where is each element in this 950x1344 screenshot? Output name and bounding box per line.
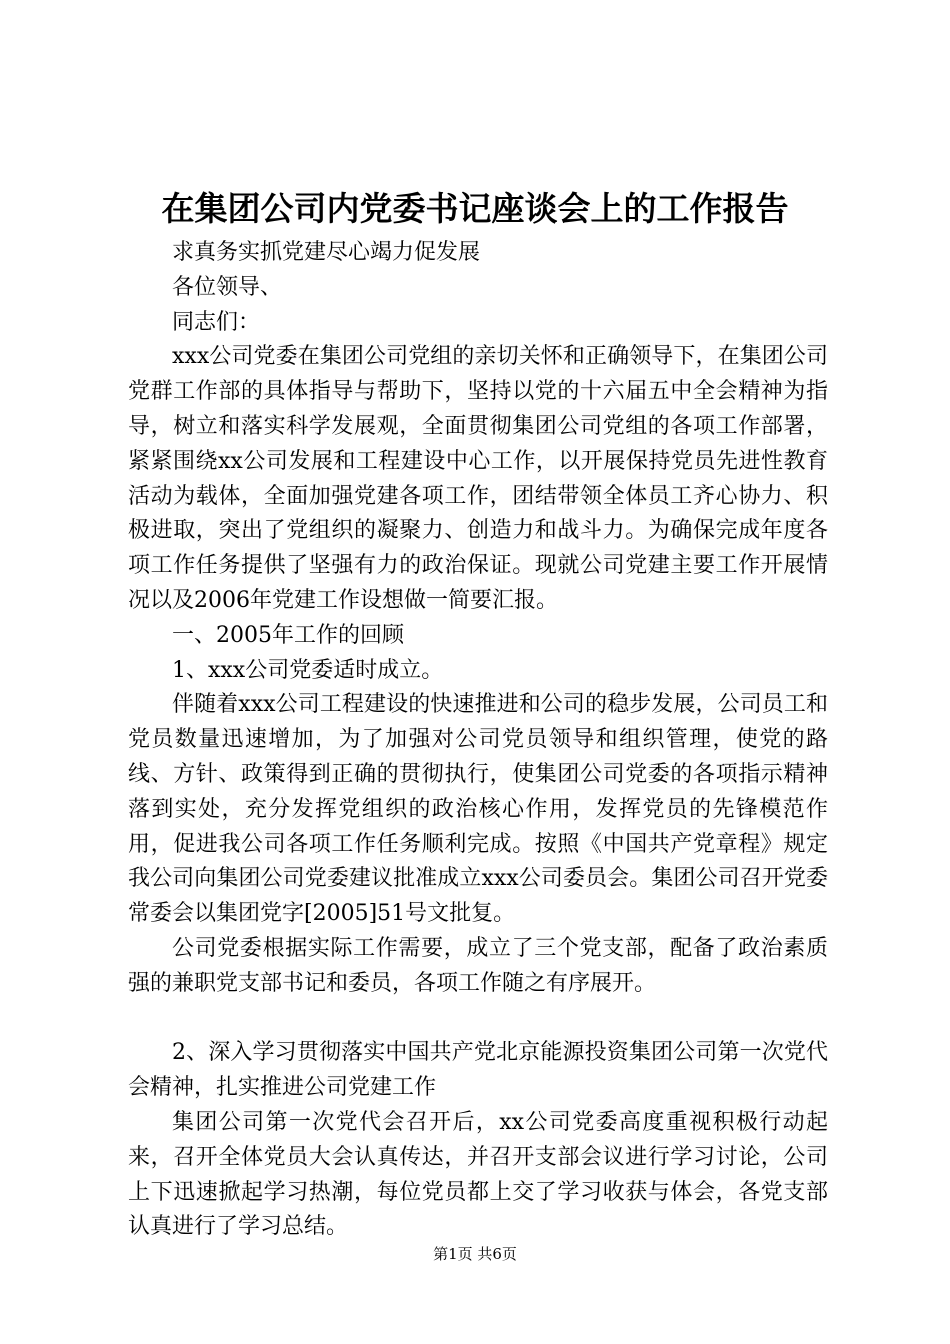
page-number-footer: 第1页 共6页 — [433, 1245, 517, 1263]
section-heading-review: 一、2005年工作的回顾 — [172, 622, 404, 648]
body-paragraph: 集团公司第一次党代会召开后，xx公司党委高度重视积极行动起来，召开全体党员大会认真传达，并召开支部会议进行学习讨论，公司上下迅速掀起学习热潮，每位党员都上交了学习收获与体会，各党支部认真进行了学习总结。 — [128, 1109, 828, 1240]
document-title: 在集团公司内党委书记座谈会上的工作报告 — [161, 189, 789, 228]
salutation-comrades: 同志们： — [172, 309, 261, 335]
subtitle-paragraph: 求真务实抓党建尽心竭力促发展 — [172, 240, 481, 265]
subsection-heading-2: 2、深入学习贯彻落实中国共产党北京能源投资集团公司第一次党代会精神，扎实推进公司党建工作 — [128, 1040, 828, 1101]
body-paragraph: 伴随着xxx公司工程建设的快速推进和公司的稳步发展，公司员工和党员数量迅速增加，为了加强对公司党员领导和组织管理，使党的路线、方针、政策得到正确的贯彻执行，使集团公司党委的各项指示精神落到实处，充分发挥党组织的政治核心作用，发挥党员的先锋模范作用，促进我公司各项工作任务顺利完成。按照《中国共产党章程》规定我公司向集团公司党委建议批准成立xxx公司委员会。集团公司召开党委常委会以集团党字[2005]51号文批复。 — [128, 692, 828, 927]
salutation-leaders: 各位领导、 — [172, 274, 283, 300]
intro-paragraph: xxx公司党委在集团公司党组的亲切关怀和正确领导下，在集团公司党群工作部的具体指导与帮助下，坚持以党的十六届五中全会精神为指导，树立和落实科学发展观，全面贯彻集团公司党组的各项工作部署，紧紧围绕xx公司发展和工程建设中心工作，以开展保持党员先进性教育活动为载体，全面加强党建各项工作，团结带领全体员工齐心协力、积极进取，突出了党组织的凝聚力、创造力和战斗力。为确保完成年度各项工作任务提供了坚强有力的政治保证。现就公司党建主要工作开展情况以及2006年党建工作设想做一简要汇报。 — [128, 344, 828, 613]
body-paragraph: 公司党委根据实际工作需要，成立了三个党支部，配备了政治素质强的兼职党支部书记和委员，各项工作随之有序展开。 — [128, 935, 828, 996]
subsection-heading-1: 1、xxx公司党委适时成立。 — [172, 657, 444, 683]
document-body — [128, 236, 828, 1245]
